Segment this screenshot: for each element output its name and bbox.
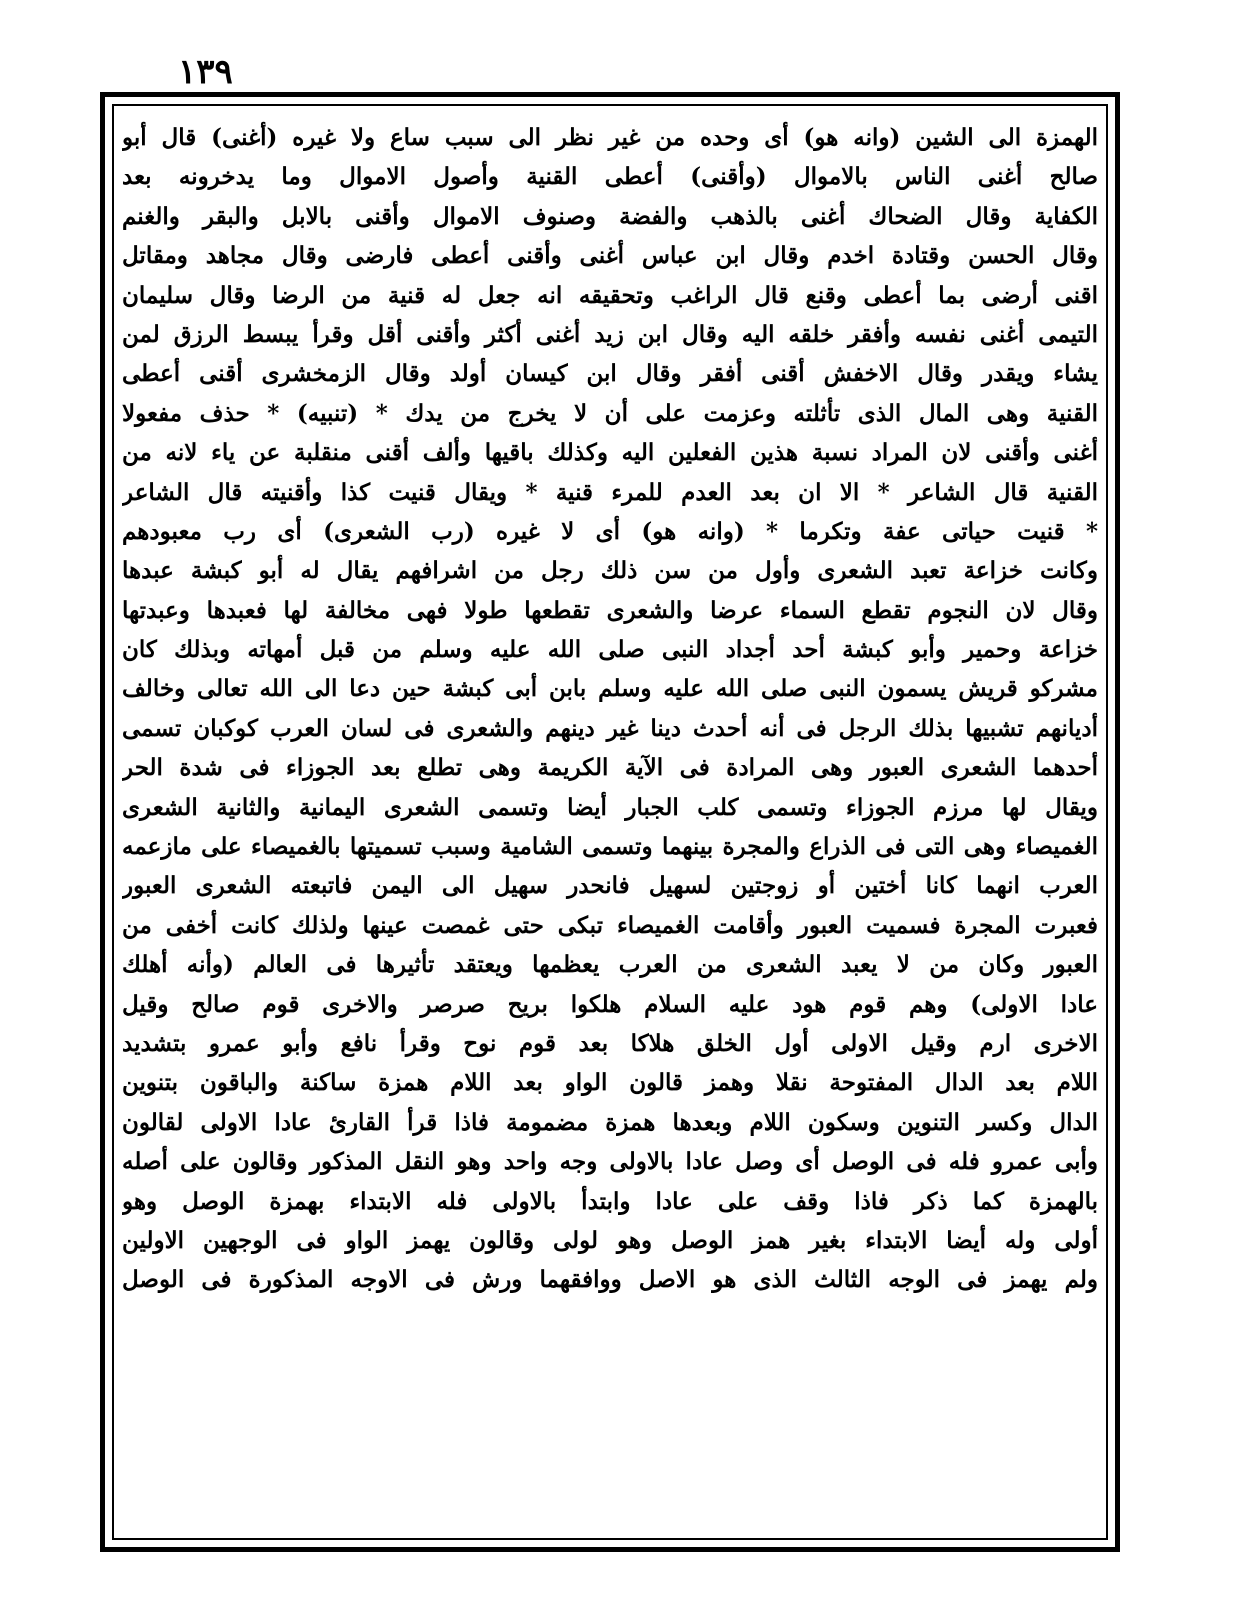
text-line: وقال لان النجوم تقطع السماء عرضا والشعرى تقطعها طولا فهى مخالفة لها فعبدها وعبدتها [122,596,1098,624]
text-line: الكفاية وقال الضحاك أغنى بالذهب والفضة وصنوف الاموال وأقنى بالابل والبقر والغنم [122,202,1098,230]
text-line: أغنى وأقنى لان المراد نسبة هذين الفعلين اليه وكذلك باقيها وألف أقنى منقلبة عن ياء لانه من [122,439,1098,467]
text-line: وأبى عمرو فله فى الوصل أى وصل عادا بالاولى وجه واحد وهو النقل المذكور وقالون على أصله [122,1148,1098,1176]
text-line: القنية قال الشاعر * الا ان بعد العدم للمرء قنية * ويقال قنيت كذا وأقنيته قال الشاعر [122,478,1098,506]
text-line: التيمى أغنى نفسه وأفقر خلقه اليه وقال ابن زيد أغنى أكثر وأقنى أقل وقرأ يبسط الرزق لمن [122,320,1098,348]
text-line: بالهمزة كما ذكر فاذا وقف على عادا وابتدأ بالاولى فله الابتداء بهمزة الوصل وهو [122,1187,1098,1215]
text-line: العبور وكان من لا يعبد الشعرى من العرب يعظمها ويعتقد تأثيرها فى العالم (وأنه أهلك [122,951,1098,979]
text-line: القنية وهى المال الذى تأثلته وعزمت على أن لا يخرج من يدك * (تنبيه) * حذف مفعولا [122,399,1098,427]
text-line: مشركو قريش يسمون النبى صلى الله عليه وسلم بابن أبى كبشة حين دعا الى الله تعالى وخالف [122,675,1098,703]
text-line: ويقال لها مرزم الجوزاء وتسمى كلب الجبار أيضا وتسمى الشعرى اليمانية والثانية الشعرى [122,793,1098,821]
text-line: العرب انهما كانا أختين أو زوجتين لسهيل فانحدر سهيل الى اليمن فاتبعته الشعرى العبور [122,872,1098,900]
text-line: اقنى أرضى بما أعطى وقنع قال الراغب وتحقيقه انه جعل له قنية من الرضا وقال سليمان [122,281,1098,309]
page-number: ١٣٩ [178,52,233,92]
text-line: صالح أغنى الناس بالاموال (وأقنى) أعطى القنية وأصول الاموال وما يدخرونه بعد [122,163,1098,191]
text-line: اللام بعد الدال المفتوحة نقلا وهمز قالون الواو بعد اللام همزة ساكنة والباقون بتنوين [122,1069,1098,1097]
text-line: أولى وله أيضا الابتداء بغير همز الوصل وهو لولى وقالون يهمز الواو فى الوجهين الاولين [122,1226,1098,1254]
text-line: أديانهم تشبيها بذلك الرجل فى أنه أحدث دينا غير دينهم والشعرى فى لسان العرب كوكبان تسمى [122,714,1098,742]
text-line: الاخرى ارم وقيل الاولى أول الخلق هلاكا بعد قوم نوح وقرأ نافع وأبو عمرو بتشديد [122,1029,1098,1057]
text-line: وكانت خزاعة تعبد الشعرى وأول من سن ذلك رجل من اشرافهم يقال له أبو كبشة عبدها [122,557,1098,585]
text-line: ولم يهمز فى الوجه الثالث الذى هو الاصل ووافقهما ورش فى الاوجه المذكورة فى الوصل [122,1266,1098,1294]
text-line: خزاعة وحمير وأبو كبشة أحد أجداد النبى صلى الله عليه وسلم من قبل أمهاته وبذلك كان [122,636,1098,664]
text-line: الدال وكسر التنوين وسكون اللام وبعدها همزة مضمومة فاذا قرأ القارئ عادا الاولى لقالون [122,1108,1098,1136]
text-line: أحدهما الشعرى العبور وهى المرادة فى الآية الكريمة وهى تطلع بعد الجوزاء فى شدة الحر [122,754,1098,782]
text-line: يشاء ويقدر وقال الاخفش أقنى أفقر وقال ابن كيسان أولد وقال الزمخشرى أقنى أعطى [122,360,1098,388]
text-line: * قنيت حياتى عفة وتكرما * (وانه هو) أى لا غيره (رب الشعرى) أى رب معبودهم [122,517,1098,545]
text-line: الغميصاء وهى التى فى الذراع والمجرة بينهما وتسمى الشامية وسبب تسميتها بالغميصاء على مازعمه [122,833,1098,861]
text-line: الهمزة الى الشين (وانه هو) أى وحده من غير نظر الى سبب ساع ولا غيره (أغنى) قال أبو [122,124,1098,151]
text-line: فعبرت المجرة فسميت العبور وأقامت الغميصاء تبكى حتى غمصت عينها ولذلك كانت أخفى من [122,911,1098,939]
text-line: عادا الاولى) وهم قوم هود عليه السلام هلكوا بريح صرصر والاخرى قوم صالح وقيل [122,990,1098,1018]
body-text [122,118,1098,1538]
text-line: وقال الحسن وقتادة اخدم وقال ابن عباس أغنى وأقنى أعطى فارضى وقال مجاهد ومقاتل [122,242,1098,270]
